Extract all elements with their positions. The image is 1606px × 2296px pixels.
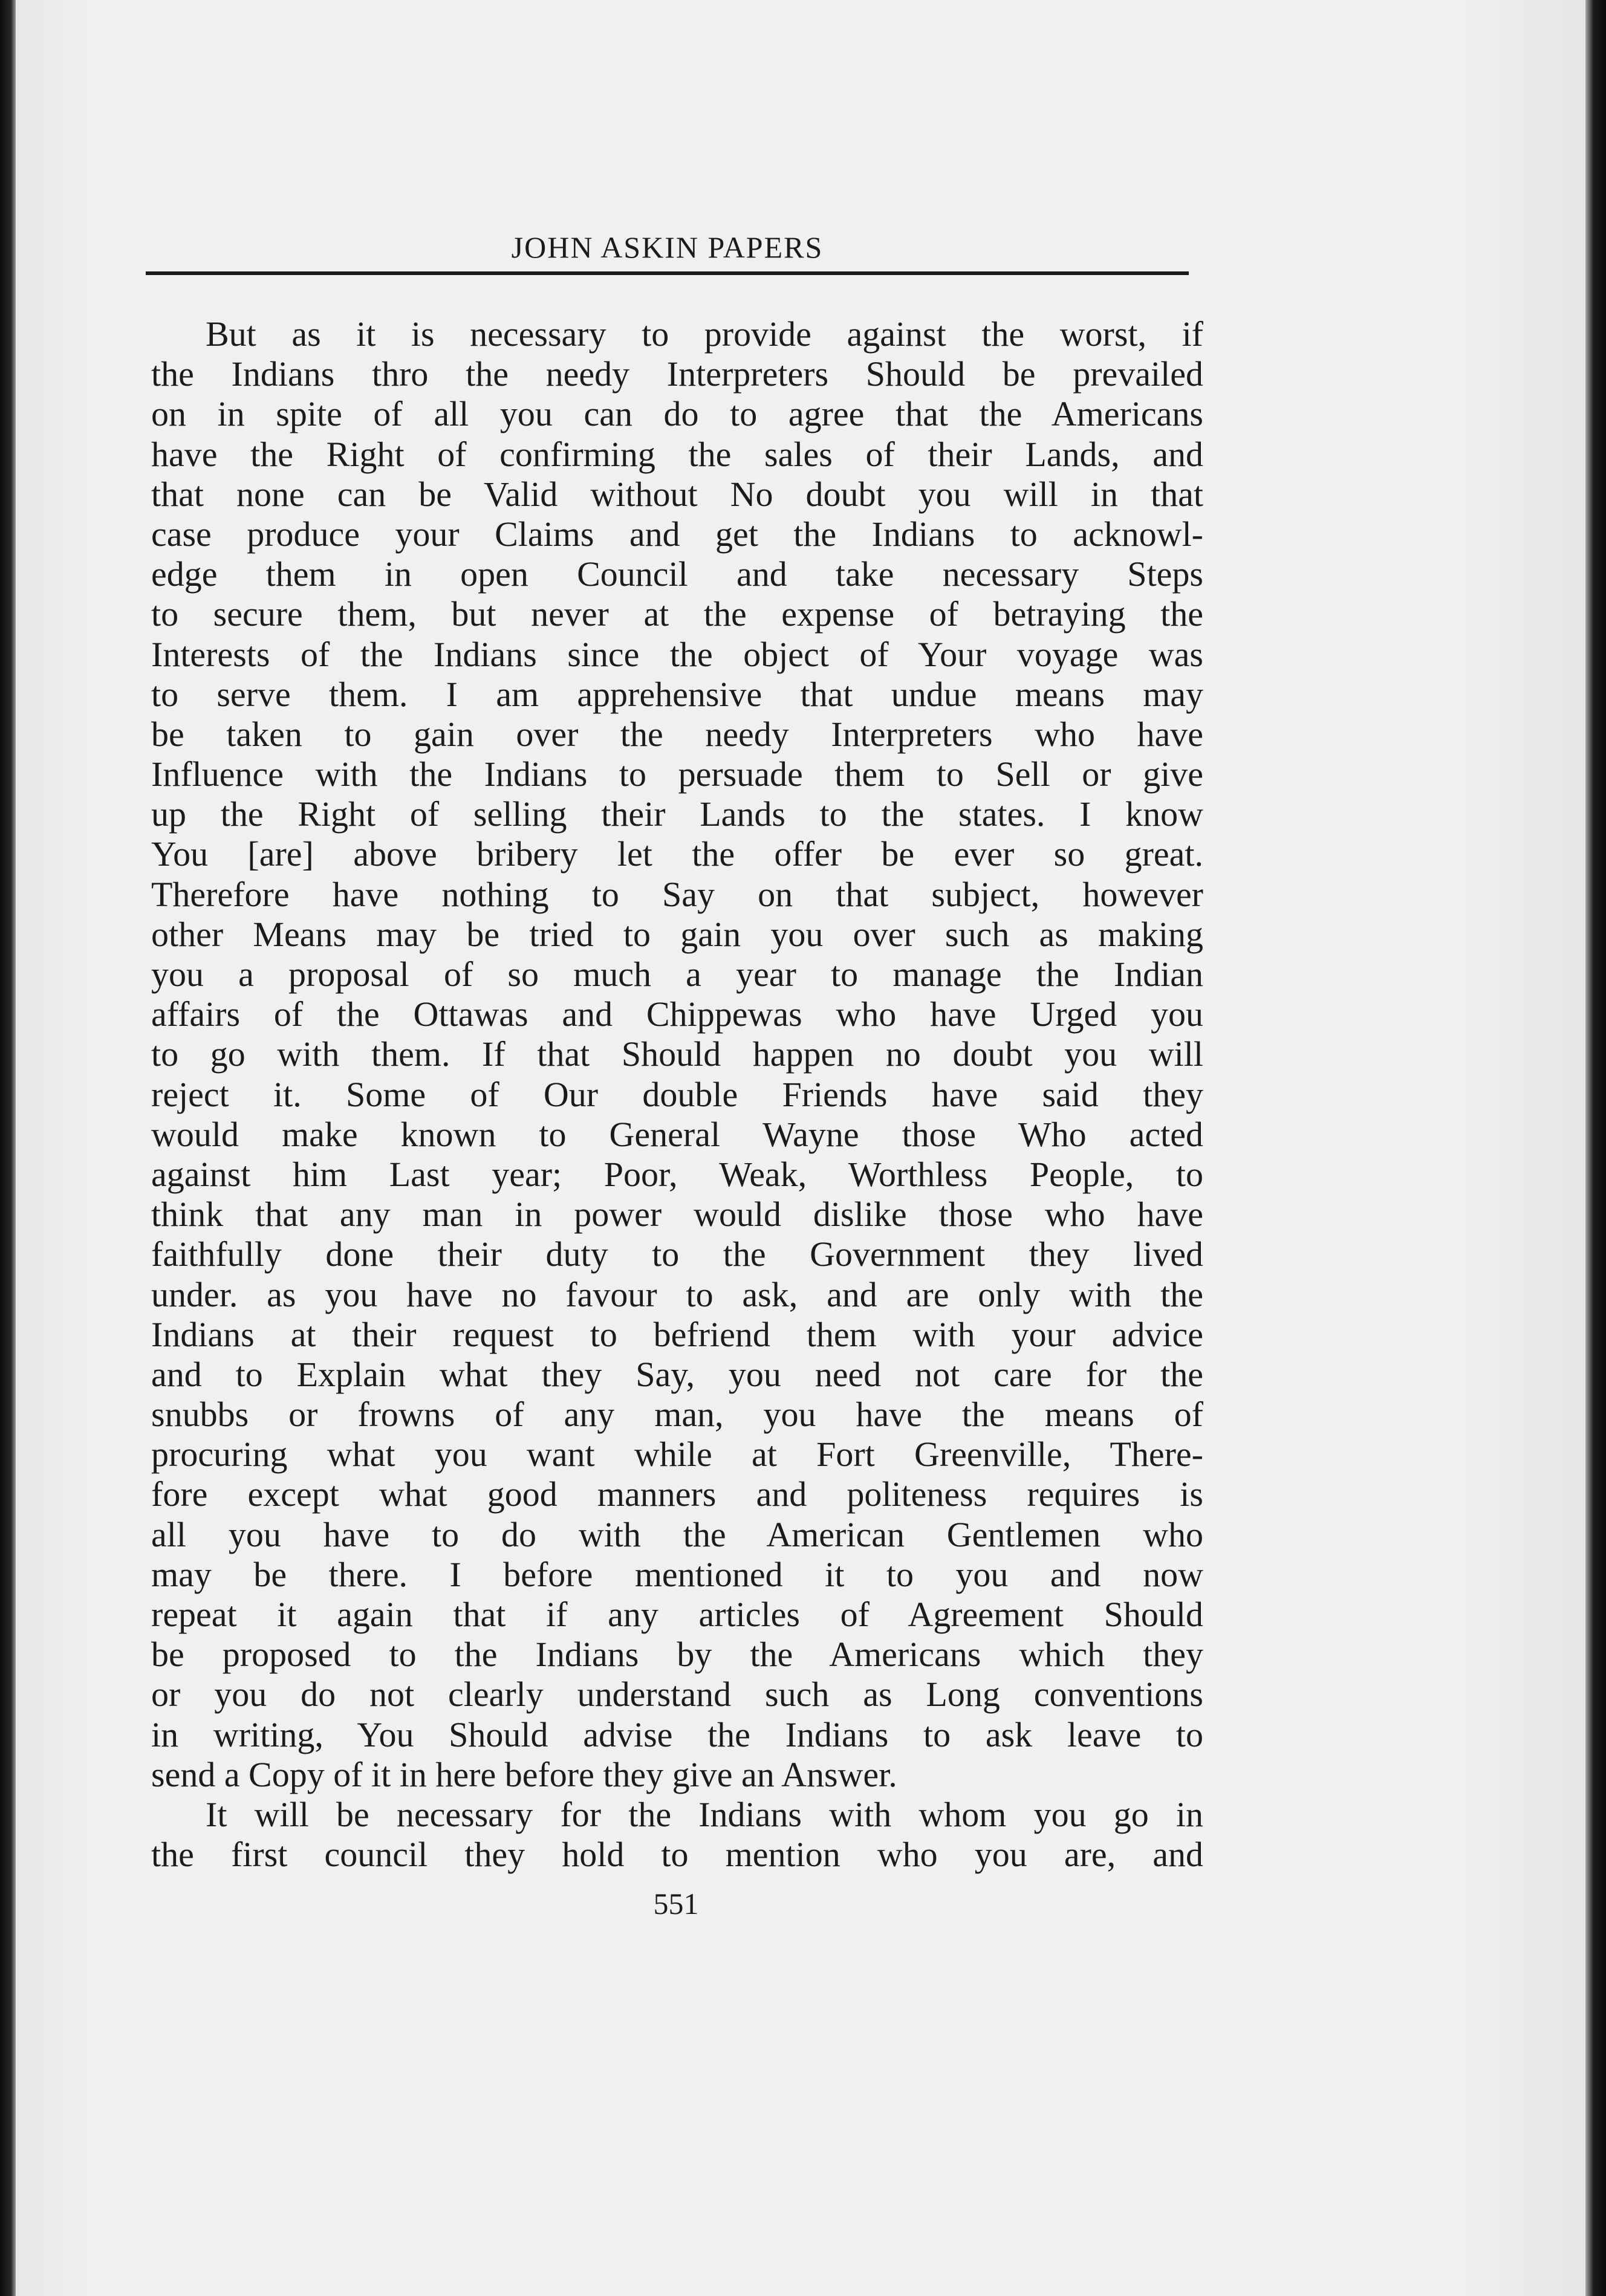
page-number: 551 xyxy=(653,1887,699,1921)
text-line: be taken to gain over the needy Interpreters who have xyxy=(151,714,1203,754)
text-line: case produce your Claims and get the Indians to acknowl- xyxy=(151,514,1203,554)
text-line: snubbs or frowns of any man, you have the means of xyxy=(151,1395,1203,1435)
text-line: would make known to General Wayne those Who acted xyxy=(151,1114,1203,1154)
scan-edge-left xyxy=(0,0,16,2296)
text-line: You [are] above bribery let the offer be ever so great. xyxy=(151,834,1203,874)
text-line: fore except what good manners and politeness requires is xyxy=(151,1474,1203,1514)
text-line: the first council they hold to mention who you are, and xyxy=(151,1835,1203,1875)
text-line: other Means may be tried to gain you over such as making xyxy=(151,914,1203,954)
text-line: all you have to do with the American Gentlemen who xyxy=(151,1514,1203,1554)
text-line: But as it is necessary to provide against the worst, if xyxy=(206,314,1203,354)
text-line: the Indians thro the needy Interpreters Should be prevailed xyxy=(151,354,1203,394)
text-line: send a Copy of it in here before they give an Answer. xyxy=(151,1754,897,1794)
header-rule xyxy=(146,271,1189,275)
text-line: Indians at their request to befriend them with your advice xyxy=(151,1314,1203,1354)
text-line: in writing, You Should advise the Indians to ask leave to xyxy=(151,1714,1203,1754)
scan-edge-right xyxy=(1585,0,1606,2296)
text-line: to serve them. I am apprehensive that undue means may xyxy=(151,674,1203,714)
body-text xyxy=(151,314,1203,1875)
text-line: repeat it again that if any articles of Agreement Should xyxy=(151,1595,1203,1634)
text-line: you a proposal of so much a year to manage the Indian xyxy=(151,955,1203,994)
text-line: edge them in open Council and take necessary Steps xyxy=(151,554,1203,594)
running-head: JOHN ASKIN PAPERS xyxy=(511,230,824,264)
text-line: Interests of the Indians since the object of Your voyage was xyxy=(151,634,1203,674)
text-line: against him Last year; Poor, Weak, Worthless People, to xyxy=(151,1154,1203,1194)
text-line: up the Right of selling their Lands to the states. I know xyxy=(151,794,1203,834)
text-line: to secure them, but never at the expense of betraying the xyxy=(151,594,1203,634)
text-line: think that any man in power would dislike those who have xyxy=(151,1195,1203,1234)
text-line: faithfully done their duty to the Government they lived xyxy=(151,1234,1203,1274)
text-line: be proposed to the Indians by the Americans which they xyxy=(151,1635,1203,1675)
text-line: or you do not clearly understand such as Long conventions xyxy=(151,1675,1203,1714)
text-line: under. as you have no favour to ask, and are only with the xyxy=(151,1274,1203,1314)
text-line: and to Explain what they Say, you need not care for the xyxy=(151,1354,1203,1394)
text-line: It will be necessary for the Indians with whom you go in xyxy=(206,1794,1203,1834)
text-line: on in spite of all you can do to agree that the Americans xyxy=(151,394,1203,434)
text-line: reject it. Some of Our double Friends have said they xyxy=(151,1074,1203,1114)
text-line: Therefore have nothing to Say on that subject, however xyxy=(151,874,1203,914)
text-line: procuring what you want while at Fort Greenville, There- xyxy=(151,1435,1203,1474)
text-line: to go with them. If that Should happen no doubt you will xyxy=(151,1034,1203,1074)
text-line: may be there. I before mentioned it to you and now xyxy=(151,1554,1203,1594)
text-line: have the Right of confirming the sales of their Lands, and xyxy=(151,434,1203,474)
text-line: that none can be Valid without No doubt you will in that xyxy=(151,474,1203,514)
text-line: Influence with the Indians to persuade them to Sell or give xyxy=(151,754,1203,794)
text-line: affairs of the Ottawas and Chippewas who have Urged you xyxy=(151,994,1203,1034)
